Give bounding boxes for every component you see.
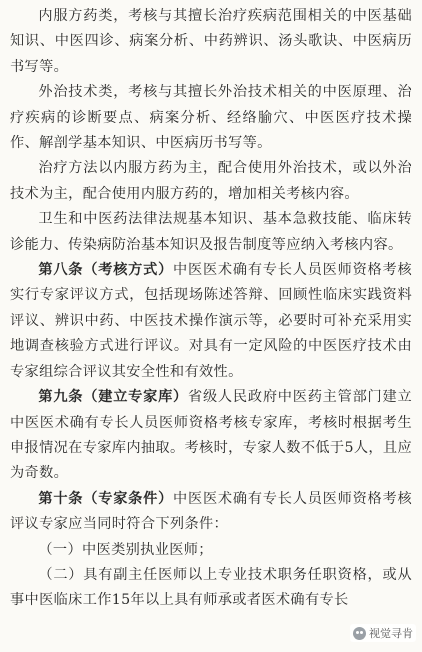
- article-8-text: 中医医术确有专长人员医师资格考核实行专家评议方式，包括现场陈述答辩、回顾性临床实践资料评议、辨识中药、中医技术操作演示等，必要时可补充采用实地调查核验方式进行评议。对具有一定风险的中医医疗技术由专家组综合评议其安全性和有效性。: [10, 262, 412, 380]
- watermark: [350, 624, 416, 642]
- paragraph-law-knowledge: 卫生和中医药法律法规基本知识、基本急救技能、临床转诊能力、传染病防治基本知识及报告制度等应纳入考核内容。: [10, 211, 412, 253]
- article-10: [10, 487, 412, 538]
- article-10-item-1: （一）中医类别执业医师；: [38, 541, 213, 558]
- article-9-title: （建立专家库）: [83, 389, 189, 406]
- article-10-item-2: （二）具有副主任医师以上专业技术职务任职资格，或从事中医临床工作15年以上具有师承或者医术确有专长: [10, 566, 412, 609]
- paragraph-external-treatment: 外治技术类，考核与其擅长外治技术相关的中医原理、治疗疾病的诊断要点、病案分析、经络腧穴、中医医疗技术操作、解剖学基本知识、中医病历书写等。: [10, 84, 412, 152]
- article-9-number: 第九条: [38, 389, 84, 406]
- article-8: [10, 258, 412, 385]
- article-8-number: 第八条: [38, 262, 84, 279]
- watermark-text: 视觉寻肯: [369, 627, 413, 640]
- article-9-text: 省级人民政府中医药主管部门建立中医医术确有专长人员医师资格考核专家库，考核时根据考生申报情况在专家库内抽取。考核时，专家人数不低于5人，且应为奇数。: [10, 389, 412, 482]
- wechat-icon: [353, 627, 366, 640]
- paragraph-internal-medicine: 内服方药类，考核与其擅长治疗疾病范围相关的中医基础知识、中医四诊、病案分析、中药辨识、汤头歌诀、中医病历书写等。: [10, 8, 412, 75]
- article-9: [10, 385, 412, 487]
- article-10-title: （专家条件）: [83, 490, 174, 507]
- article-8-title: （考核方式）: [83, 262, 174, 279]
- article-10-text: 中医医术确有专长人员医师资格考核评议专家应当同时符合下列条件：: [10, 490, 412, 533]
- paragraph-combined-treatment: 治疗方法以内服方药为主，配合使用外治技术，或以外治技术为主，配合使用内服方药的，增加相关考核内容。: [10, 160, 412, 202]
- article-10-number: 第十条: [38, 490, 84, 507]
